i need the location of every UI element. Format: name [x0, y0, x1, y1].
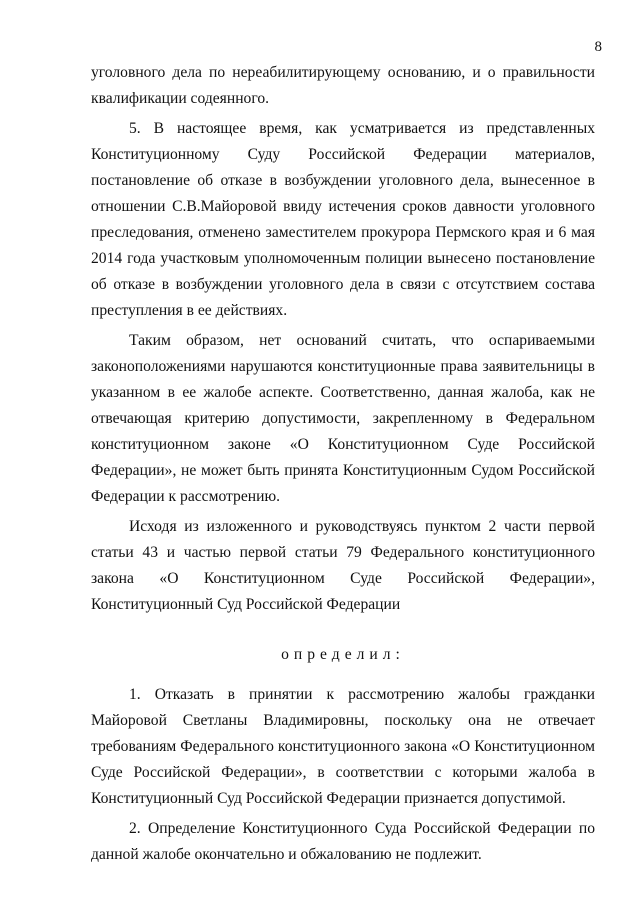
ruling-item-2: 2. Определение Конституционного Суда Российской Федерации по данной жалобе окончательно и обжалованию не подлежит.	[91, 820, 595, 863]
decree-heading: определил:	[281, 646, 405, 663]
paragraph-5-circumstances: 5. В настоящее время, как усматривается из представленных Конституционному Суду Российской Федерации материалов, постановление об отказе в возбуждении уголовного дела, вынесенное в отношении С.В.Майоровой ввиду истечения сроков давности уголовного преследования, отменено заместителем прокурора Пермского края и 6 мая 2014 года участковым уполномоченным полиции вынесено постановление об отказе в возбуждении уголовного дела в связи с отсутствием состава преступления в ее действиях.	[91, 120, 595, 319]
ruling-item-1: 1. Отказать в принятии к рассмотрению жалобы гражданки Майоровой Светланы Владимировны, поскольку она не отвечает требованиям Федерального конституционного закона «О Конституционном Суде Российской Федерации», в соответствии с которыми жалоба в Конституционный Суд Российской Федерации признается допустимой.	[91, 686, 595, 807]
continuation-paragraph: уголовного дела по нереабилитирующему основанию, и о правильности квалификации содеянного.	[91, 64, 595, 107]
paragraph-conclusion: Таким образом, нет оснований считать, что оспариваемыми законоположениями нарушаются конституционные права заявительницы в указанном в ее жалобе аспекте. Соответственно, данная жалоба, как не отвечающая критерию допустимости, закрепленному в Федеральном конституционном законе «О Конституционном Суде Российской Федерации», не может быть принята Конституционным Судом Российской Федерации к рассмотрению.	[91, 332, 595, 505]
document-body	[91, 60, 595, 868]
paragraph-grounds: Исходя из изложенного и руководствуясь пунктом 2 части первой статьи 43 и частью первой статьи 79 Федерального конституционного закона «О Конституционном Суде Российской Федерации», Конституционный Суд Российской Федерации	[91, 518, 595, 613]
page-number: 8	[594, 39, 602, 55]
